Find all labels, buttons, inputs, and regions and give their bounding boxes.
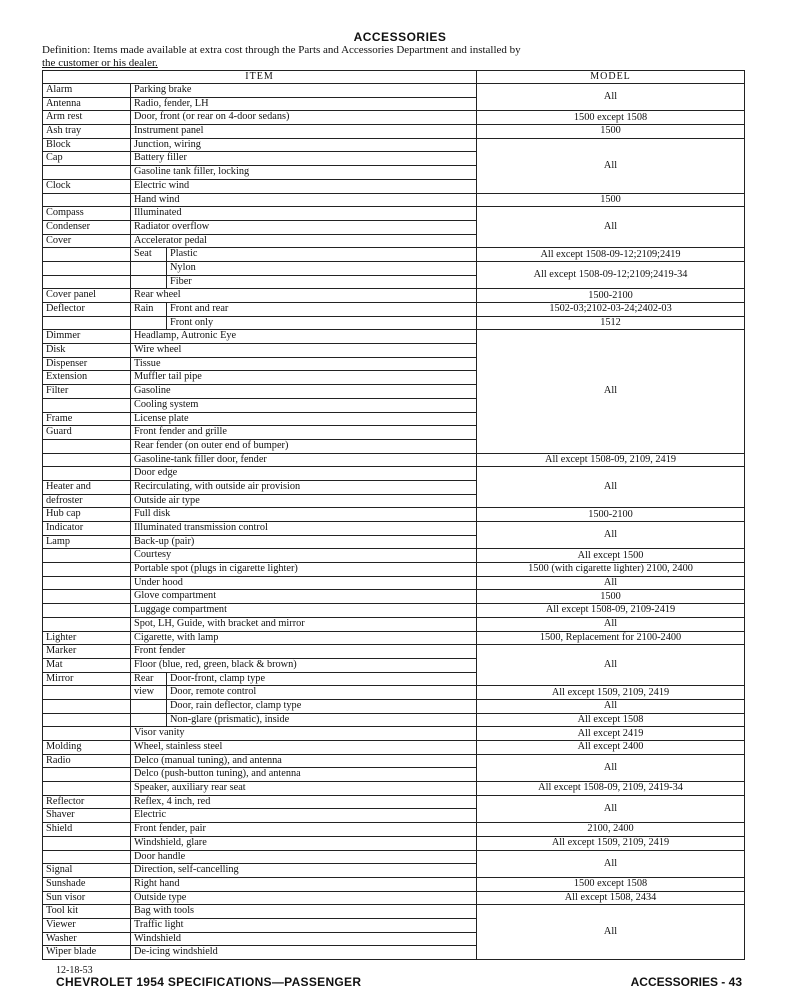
table-row — [43, 713, 745, 727]
item-category: Block — [43, 138, 131, 152]
table-row — [43, 727, 745, 741]
item-category: Tool kit — [43, 905, 131, 919]
item-description: Wire wheel — [131, 344, 477, 358]
table-row — [43, 617, 745, 631]
item-header: ITEM — [43, 71, 477, 84]
model-cell: All — [477, 84, 745, 111]
item-description: Fiber — [167, 275, 477, 289]
table-row — [43, 330, 745, 344]
item-category — [43, 261, 131, 275]
item-description: Reflex, 4 inch, red — [131, 795, 477, 809]
table-row — [43, 754, 745, 768]
model-cell: All — [477, 330, 745, 453]
item-category: Hub cap — [43, 508, 131, 522]
item-description: Rear wheel — [131, 289, 477, 303]
item-description: Delco (manual tuning), and antenna — [131, 754, 477, 768]
model-cell: All — [477, 576, 745, 590]
item-category: Filter — [43, 385, 131, 399]
item-category — [43, 782, 131, 796]
item-description: Door, remote control — [167, 686, 477, 700]
item-description: Speaker, auxiliary rear seat — [131, 782, 477, 796]
item-description: Battery filler — [131, 152, 477, 166]
item-category — [43, 439, 131, 453]
item-category — [43, 453, 131, 467]
item-description: Electric — [131, 809, 477, 823]
item-description: Direction, self-cancelling — [131, 864, 477, 878]
item-description: Illuminated — [131, 207, 477, 221]
item-description: Delco (push-button tuning), and antenna — [131, 768, 477, 782]
item-description: Door edge — [131, 467, 477, 481]
item-subgroup: view — [131, 686, 167, 700]
definition — [42, 44, 752, 70]
item-category: Dimmer — [43, 330, 131, 344]
model-cell: 1512 — [477, 316, 745, 330]
table-row — [43, 289, 745, 303]
table-row — [43, 836, 745, 850]
item-category — [43, 617, 131, 631]
item-description: Instrument panel — [131, 125, 477, 139]
item-category: Reflector — [43, 795, 131, 809]
model-cell: 1502-03;2102-03-24;2402-03 — [477, 303, 745, 317]
item-description: Accelerator pedal — [131, 234, 477, 248]
item-category — [43, 576, 131, 590]
definition-label: Definition: — [42, 44, 91, 56]
table-row — [43, 453, 745, 467]
table-row — [43, 303, 745, 317]
item-category: Mirror — [43, 672, 131, 686]
item-category: Shield — [43, 823, 131, 837]
item-category: Signal — [43, 864, 131, 878]
item-description: Door-front, clamp type — [167, 672, 477, 686]
item-description: Spot, LH, Guide, with bracket and mirror — [131, 617, 477, 631]
item-category: defroster — [43, 494, 131, 508]
item-category: Disk — [43, 344, 131, 358]
model-cell: All — [477, 522, 745, 549]
item-category: Antenna — [43, 97, 131, 111]
model-cell: All except 1508-09, 2109-2419 — [477, 604, 745, 618]
item-category: Frame — [43, 412, 131, 426]
model-cell: 1500 except 1508 — [477, 111, 745, 125]
item-category — [43, 549, 131, 563]
item-category: Alarm — [43, 84, 131, 98]
item-category: Heater and — [43, 480, 131, 494]
item-category: Compass — [43, 207, 131, 221]
item-category: Wiper blade — [43, 946, 131, 960]
item-subgroup: Rear — [131, 672, 167, 686]
model-cell: 1500-2100 — [477, 289, 745, 303]
model-cell: All except 1500 — [477, 549, 745, 563]
item-category — [43, 713, 131, 727]
item-category — [43, 727, 131, 741]
item-category — [43, 275, 131, 289]
item-category — [43, 398, 131, 412]
item-description: Front only — [167, 316, 477, 330]
model-cell: 1500 except 1508 — [477, 877, 745, 891]
item-description: Wheel, stainless steel — [131, 741, 477, 755]
table-row — [43, 782, 745, 796]
table-row — [43, 111, 745, 125]
item-category: Molding — [43, 741, 131, 755]
model-cell: 2100, 2400 — [477, 823, 745, 837]
item-description: Gasoline — [131, 385, 477, 399]
item-category: Indicator — [43, 522, 131, 536]
model-cell: All — [477, 850, 745, 877]
item-category: Radio — [43, 754, 131, 768]
table-row — [43, 508, 745, 522]
item-description: Gasoline tank filler, locking — [131, 166, 477, 180]
table-row — [43, 905, 745, 919]
item-subgroup — [131, 275, 167, 289]
item-category: Ash tray — [43, 125, 131, 139]
item-category — [43, 699, 131, 713]
item-category — [43, 316, 131, 330]
table-row — [43, 84, 745, 98]
model-cell: All — [477, 905, 745, 960]
item-description: Cigarette, with lamp — [131, 631, 477, 645]
item-category: Extension — [43, 371, 131, 385]
item-description: Radiator overflow — [131, 220, 477, 234]
item-subgroup — [131, 261, 167, 275]
table-row — [43, 248, 745, 262]
model-cell: 1500, Replacement for 2100-2400 — [477, 631, 745, 645]
table-row — [43, 522, 745, 536]
item-description: Nylon — [167, 261, 477, 275]
item-description: Parking brake — [131, 84, 477, 98]
item-description: Bag with tools — [131, 905, 477, 919]
model-cell: 1500 — [477, 590, 745, 604]
item-category — [43, 590, 131, 604]
table-row — [43, 207, 745, 221]
accessories-table — [42, 70, 745, 960]
item-category: Condenser — [43, 220, 131, 234]
item-description: Glove compartment — [131, 590, 477, 604]
item-description: Outside air type — [131, 494, 477, 508]
table-row — [43, 823, 745, 837]
item-description: Front fender, pair — [131, 823, 477, 837]
table-row — [43, 549, 745, 563]
item-description: Electric wind — [131, 179, 477, 193]
model-cell: All — [477, 207, 745, 248]
table-header — [43, 71, 745, 84]
item-description: Recirculating, with outside air provision — [131, 480, 477, 494]
item-category: Guard — [43, 426, 131, 440]
item-category: Dispenser — [43, 357, 131, 371]
item-category: Sun visor — [43, 891, 131, 905]
page-title: ACCESSORIES — [353, 30, 447, 44]
item-category: Washer — [43, 932, 131, 946]
item-description: Door, front (or rear on 4-door sedans) — [131, 111, 477, 125]
item-description: Illuminated transmission control — [131, 522, 477, 536]
item-subgroup — [131, 316, 167, 330]
item-category: Sunshade — [43, 877, 131, 891]
item-category — [43, 604, 131, 618]
table-row — [43, 138, 745, 152]
table-row — [43, 891, 745, 905]
item-category: Clock — [43, 179, 131, 193]
item-description: Windshield — [131, 932, 477, 946]
item-category: Cap — [43, 152, 131, 166]
footer-page-number: ACCESSORIES - 43 — [630, 975, 742, 989]
model-cell: All — [477, 645, 745, 686]
item-category — [43, 686, 131, 700]
item-category: Lamp — [43, 535, 131, 549]
footer-date: 12-18-53 — [56, 965, 93, 976]
table-row — [43, 741, 745, 755]
item-category: Arm rest — [43, 111, 131, 125]
item-description: Full disk — [131, 508, 477, 522]
item-category — [43, 850, 131, 864]
footer-publication: CHEVROLET 1954 SPECIFICATIONS—PASSENGER — [56, 975, 362, 989]
item-description: Gasoline-tank filler door, fender — [131, 453, 477, 467]
item-subgroup — [131, 713, 167, 727]
item-description: Cooling system — [131, 398, 477, 412]
item-description: Radio, fender, LH — [131, 97, 477, 111]
table-row — [43, 467, 745, 481]
item-description: Portable spot (plugs in cigarette lighter) — [131, 563, 477, 577]
item-category: Viewer — [43, 918, 131, 932]
model-cell: All except 1509, 2109, 2419 — [477, 686, 745, 700]
item-description: Non-glare (prismatic), inside — [167, 713, 477, 727]
table-row — [43, 604, 745, 618]
table-row — [43, 795, 745, 809]
item-description: Visor vanity — [131, 727, 477, 741]
table-row — [43, 576, 745, 590]
model-header: MODEL — [477, 71, 745, 84]
model-cell: All — [477, 699, 745, 713]
item-description: Tissue — [131, 357, 477, 371]
model-cell: All — [477, 754, 745, 781]
item-description: De-icing windshield — [131, 946, 477, 960]
item-description: Hand wind — [131, 193, 477, 207]
item-description: Luggage compartment — [131, 604, 477, 618]
item-description: Under hood — [131, 576, 477, 590]
model-cell: All except 1508-09-12;2109;2419 — [477, 248, 745, 262]
item-description: Door handle — [131, 850, 477, 864]
model-cell: 1500 (with cigarette lighter) 2100, 2400 — [477, 563, 745, 577]
model-cell: All — [477, 795, 745, 822]
item-description: Plastic — [167, 248, 477, 262]
model-cell: All except 1508-09, 2109, 2419-34 — [477, 782, 745, 796]
model-cell: All except 2400 — [477, 741, 745, 755]
table-row — [43, 645, 745, 659]
item-description: Front fender — [131, 645, 477, 659]
item-category — [43, 467, 131, 481]
item-category: Lighter — [43, 631, 131, 645]
item-subgroup — [131, 699, 167, 713]
table-row — [43, 193, 745, 207]
table-row — [43, 590, 745, 604]
table-row — [43, 631, 745, 645]
item-category — [43, 193, 131, 207]
item-category: Cover panel — [43, 289, 131, 303]
model-cell: 1500 — [477, 125, 745, 139]
item-description: Outside type — [131, 891, 477, 905]
model-cell: All except 1508-09, 2109, 2419 — [477, 453, 745, 467]
item-description: Windshield, glare — [131, 836, 477, 850]
model-cell: All except 1508, 2434 — [477, 891, 745, 905]
item-subgroup: Seat — [131, 248, 167, 262]
item-description: Muffler tail pipe — [131, 371, 477, 385]
item-subgroup: Rain — [131, 303, 167, 317]
item-description: Headlamp, Autronic Eye — [131, 330, 477, 344]
model-cell: All — [477, 467, 745, 508]
item-category — [43, 563, 131, 577]
model-cell: All except 1508 — [477, 713, 745, 727]
item-category: Mat — [43, 658, 131, 672]
item-category: Cover — [43, 234, 131, 248]
item-category — [43, 248, 131, 262]
item-category — [43, 836, 131, 850]
model-cell: All except 2419 — [477, 727, 745, 741]
definition-text-continued: the customer or his dealer. — [42, 57, 158, 69]
table-row — [43, 699, 745, 713]
model-cell: All except 1508-09-12;2109;2419-34 — [477, 261, 745, 288]
item-category: Deflector — [43, 303, 131, 317]
table-row — [43, 686, 745, 700]
model-cell: 1500-2100 — [477, 508, 745, 522]
item-description: Door, rain deflector, clamp type — [167, 699, 477, 713]
model-cell: All except 1509, 2109, 2419 — [477, 836, 745, 850]
item-description: Rear fender (on outer end of bumper) — [131, 439, 477, 453]
item-description: Courtesy — [131, 549, 477, 563]
table-row — [43, 563, 745, 577]
model-cell: All — [477, 138, 745, 193]
item-description: Front and rear — [167, 303, 477, 317]
item-description: Floor (blue, red, green, black & brown) — [131, 658, 477, 672]
table-row — [43, 261, 745, 275]
table-row — [43, 316, 745, 330]
item-description: Front fender and grille — [131, 426, 477, 440]
table-row — [43, 125, 745, 139]
item-category: Shaver — [43, 809, 131, 823]
item-description: License plate — [131, 412, 477, 426]
model-cell: All — [477, 617, 745, 631]
item-description: Back-up (pair) — [131, 535, 477, 549]
table-row — [43, 877, 745, 891]
item-description: Right hand — [131, 877, 477, 891]
item-description: Junction, wiring — [131, 138, 477, 152]
item-description: Traffic light — [131, 918, 477, 932]
item-category — [43, 166, 131, 180]
item-category: Marker — [43, 645, 131, 659]
table-row — [43, 850, 745, 864]
definition-text: Items made available at extra cost through the Parts and Accessories Department and installed by — [93, 44, 521, 56]
model-cell: 1500 — [477, 193, 745, 207]
item-category — [43, 768, 131, 782]
